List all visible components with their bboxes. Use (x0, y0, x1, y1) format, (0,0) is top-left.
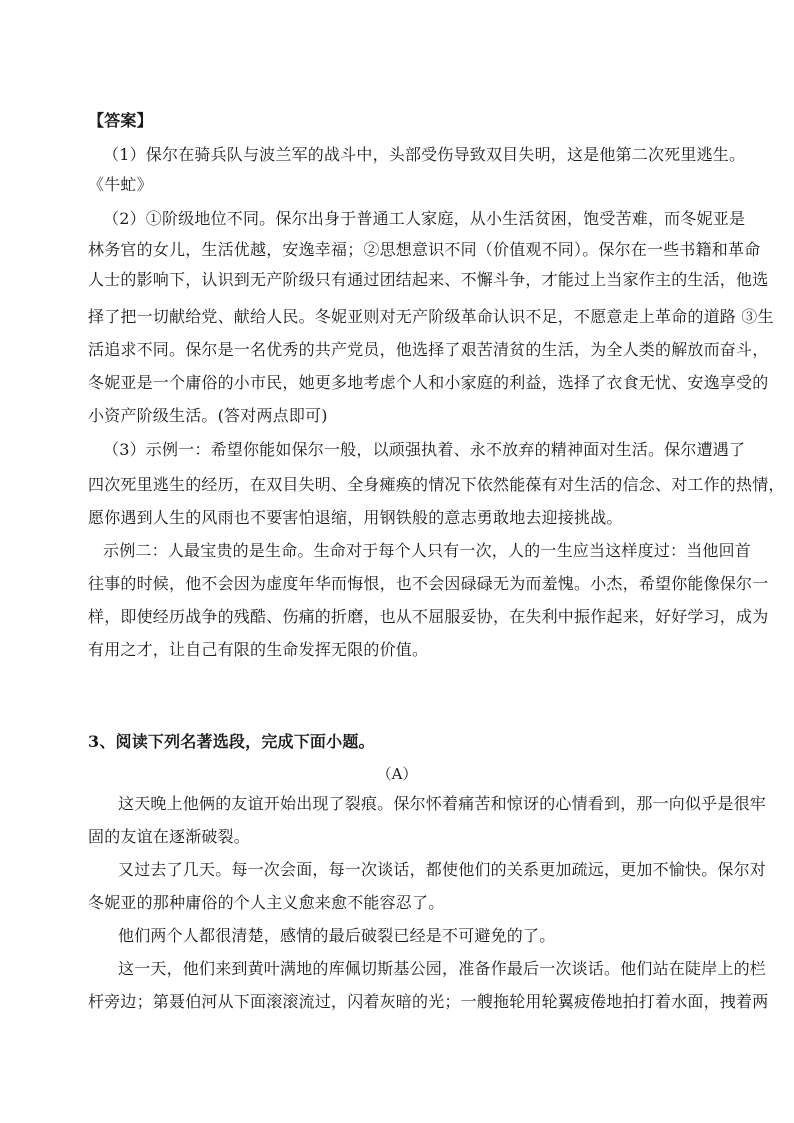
passage-2-line-1: 又过去了几天。每一次会面，每一次谈话，都使他们的关系更加疏远，更加不愉快。保尔对 (118, 860, 767, 879)
answer-heading: 【答案】 (88, 111, 153, 130)
answer-4-line-4: 有用之才，让自己有限的生命发挥无限的价值。 (88, 640, 429, 659)
answer-1-line-1: （1）保尔在骑兵队与波兰军的战斗中，头部受伤导致双目失明，这是他第二次死里逃生。 (103, 145, 746, 164)
passage-1-line-1: 这天晚上他俩的友谊开始出现了裂痕。保尔怀着痛苦和惊讶的心情看到，那一向似乎是很牢 (118, 794, 767, 813)
passage-4-line-2: 杆旁边；第聂伯河从下面滚滚流过，闪着灰暗的光；一艘拖轮用轮翼疲倦地拍打着水面，拽着两 (88, 992, 769, 1011)
answer-2-line-2: 林务官的女儿，生活优越，安逸幸福；②思想意识不同（价值观不同）。保尔在一些书籍和革命 (88, 240, 761, 259)
answer-4-line-2: 往事的时候，他不会因为虚度年华而悔恨，也不会因碌碌无为而羞愧。小杰，希望你能像保尔一 (88, 574, 769, 593)
answer-2-line-4: 择了把一切献给党、献给人民。冬妮亚则对无产阶级革命认识不足，不愿意走上革命的道路 ③生 (88, 307, 774, 326)
answer-2-line-5: 活追求不同。保尔是一名优秀的共产党员，他选择了艰苦清贫的生活，为全人类的解放而奋斗， (88, 340, 769, 359)
question-3-title: 3、阅读下列名著选段，完成下面小题。 (88, 732, 375, 751)
passage-1-line-2: 固的友谊在逐渐破裂。 (88, 827, 251, 846)
answer-3-line-1: （3）示例一：希望你能如保尔一般，以顽强执着、永不放弃的精神面对生活。保尔遭遇了 (103, 440, 746, 459)
answer-2-line-1: （2）①阶级地位不同。保尔出身于普通工人家庭，从小生活贫困，饱受苦难，而冬妮亚是 (103, 209, 746, 228)
answer-4-line-1: 示例二：人最宝贵的是生命。生命对于每个人只有一次，人的一生应当这样度过：当他回首 (103, 541, 752, 560)
passage-3-line-1: 他们两个人都很清楚，感情的最后破裂已经是不可避免的了。 (118, 926, 556, 945)
passage-2-line-2: 冬妮亚的那种庸俗的个人主义愈来愈不能容忍了。 (88, 893, 445, 912)
answer-1-line-2: 《牛虻》 (88, 175, 153, 194)
answer-2-line-3: 人士的影响下，认识到无产阶级只有通过团结起来、不懈斗争，才能过上当家作主的生活，他选 (88, 270, 769, 289)
answer-3-line-2: 四次死里逃生的经历，在双目失明、全身瘫痪的情况下依然能葆有对生活的信念、对工作的热情， (88, 475, 785, 494)
answer-2-line-7: 小资产阶级生活。(答对两点即可) (88, 406, 328, 425)
answer-4-line-3: 样，即使经历战争的残酷、伤痛的折磨，也从不屈服妥协，在失利中振作起来，好好学习，成为 (88, 607, 769, 626)
answer-2-line-6: 冬妮亚是一个庸俗的小市民，她更多地考虑个人和小家庭的利益，选择了衣食无忧、安逸享受的 (88, 373, 769, 392)
passage-4-line-1: 这一天，他们来到黄叶满地的库佩切斯基公园，准备作最后一次谈话。他们站在陡岸上的栏 (118, 959, 767, 978)
section-label-a: （A） (376, 765, 418, 783)
answer-3-line-3: 愿你遇到人生的风雨也不要害怕退缩，用钢铁般的意志勇敢地去迎接挑战。 (88, 508, 623, 527)
